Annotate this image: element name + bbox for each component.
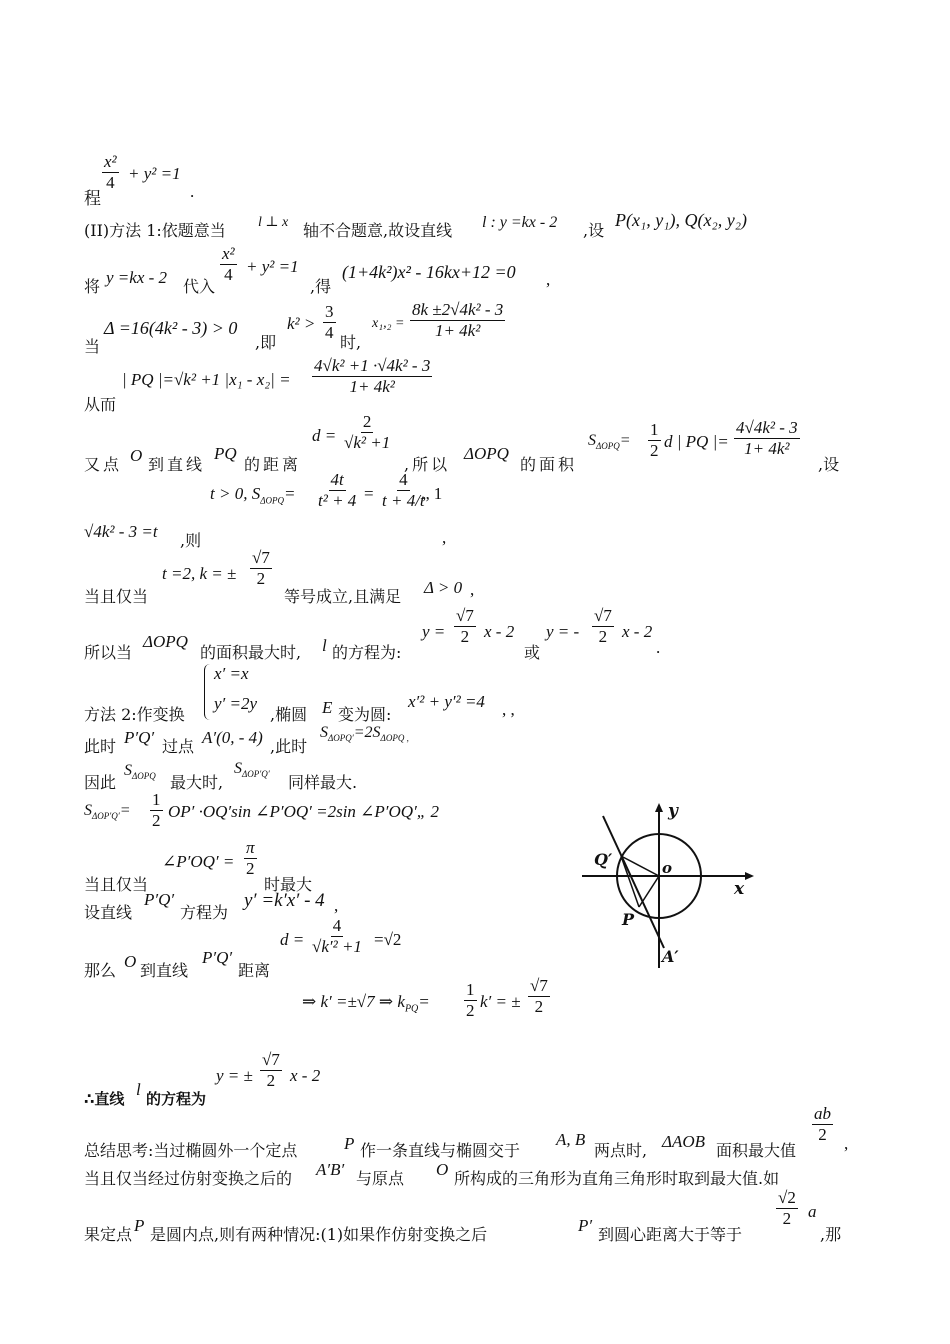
math-line-l: l : y =kx - 2: [482, 214, 558, 231]
period: .: [190, 182, 195, 201]
math-p: P: [344, 1134, 355, 1153]
math-y2-eq-1-b: + y² =1: [246, 257, 299, 276]
numerator: √2: [778, 1188, 796, 1207]
text-suoyi: ,所以: [404, 455, 451, 474]
text-huo: 或: [524, 643, 541, 662]
equals: =: [619, 432, 631, 449]
frac-pi-2: [244, 838, 257, 879]
denominator: 2: [534, 997, 544, 1016]
text-axis: 轴不合题意,故设直线: [303, 221, 453, 240]
frac-final: [260, 1050, 282, 1091]
math-s-opq: [588, 432, 631, 451]
frac-y2: [592, 606, 614, 647]
text-affine-1: 当且仅当经过仿射变换之后的: [84, 1169, 293, 1188]
denominator: √k² +1: [344, 433, 391, 452]
math-t-positive: [210, 484, 295, 505]
s-subscript: ΔOPQ: [596, 441, 620, 452]
frac-one-half-2: [150, 790, 163, 831]
text-daozhixian: 到直线: [148, 455, 206, 474]
comma-2: ,: [442, 528, 447, 547]
text-yuanneidian: 是圆内点,则有两种情况:(1)如果作仿射变换之后: [150, 1225, 488, 1244]
text-summary: 总结思考:当过椭圆外一个定点: [84, 1141, 298, 1160]
method1-intro: (II)方法 1:依题意当: [84, 221, 226, 240]
label-q-prime: Q′: [594, 850, 613, 869]
numerator: 1: [466, 980, 475, 999]
comma: ,: [546, 270, 551, 289]
text-shezhixian: 设直线: [84, 903, 133, 922]
math-pq-prime-2: P′Q′: [144, 890, 175, 909]
text-dangqiejindang: 当且仅当: [84, 587, 149, 606]
math-eq-sqrt2: =√2: [374, 930, 402, 949]
segment-o-p: [639, 876, 659, 907]
math-y1-rest: x - 2: [484, 622, 515, 641]
numerator: √7: [530, 976, 548, 995]
denominator: 4: [325, 323, 334, 342]
math-p-prime: P′: [578, 1216, 593, 1235]
x-axis-arrow: [745, 872, 754, 880]
text-liangdianshi: 两点时,: [594, 1141, 648, 1160]
text-fangchengwei: 的方程为:: [332, 643, 402, 662]
denominator: 4: [106, 173, 115, 192]
math-d-eq: d =: [312, 426, 337, 445]
frac-sqrt7-2-b: [528, 976, 550, 1017]
math-ab: A, B: [556, 1130, 586, 1149]
math-line-prime: y′ =k′x′ - 4: [244, 890, 325, 911]
numerator: x²: [222, 244, 235, 263]
label-o: o: [662, 859, 673, 877]
equals-2: =: [364, 484, 374, 503]
s-subscript: ΔOP′Q′: [242, 769, 270, 780]
text-she: ,设: [818, 455, 840, 474]
text-set: ,设: [583, 221, 605, 240]
text-therefore: ∴直线: [84, 1090, 125, 1108]
denominator: 1+ 4k²: [744, 439, 790, 458]
denominator: 2: [466, 1001, 475, 1020]
s-subscript: ΔOPQ′: [328, 733, 354, 744]
comma-5: ,: [844, 1134, 849, 1153]
text-na: ,那: [820, 1225, 842, 1244]
text-jiang: 将: [84, 277, 101, 296]
numerator: √7: [594, 606, 612, 625]
text-fangchengwei-2: 方程为: [180, 903, 229, 922]
math-sine-area: OP′ ·OQ′sin ∠P′OQ′ =2sin ∠P′OQ′„ 2: [168, 802, 439, 821]
math-triangle-opq-2: ΔOPQ: [143, 632, 188, 651]
text-cishi-2: ,此时: [270, 737, 308, 756]
math-o-2: O: [124, 952, 137, 971]
math-pq-prime-3: P′Q′: [202, 948, 233, 967]
label-p: P: [622, 910, 635, 929]
text-shizuida: 时最大: [264, 875, 313, 894]
math-area-relation: [320, 724, 409, 743]
math-triangle-opq: ΔOPQ: [464, 444, 509, 463]
text-cishi: 此时: [84, 737, 117, 756]
text-zuidashi: 最大时,: [170, 773, 224, 792]
denominator: 1+ 4k²: [349, 377, 395, 396]
denominator: 2: [782, 1209, 792, 1228]
text-tuoyuan: ,椭圆: [270, 705, 308, 724]
text-yinci: 因此: [84, 773, 117, 792]
math-l-2: l: [136, 1080, 141, 1099]
frac-distance: [342, 412, 392, 453]
math-pq-length-lhs: | PQ |=√k² +1 |x₁ - x₂| =: [122, 370, 291, 389]
numerator: 4√4k² - 3: [736, 418, 798, 437]
frac-one-half-3: [464, 980, 477, 1021]
math-l: l: [322, 636, 327, 655]
numerator: 8k ±2√4k² - 3: [412, 300, 504, 319]
text-zuoyitiao: 作一条直线与椭圆交于: [360, 1141, 521, 1160]
numerator: √7: [262, 1050, 280, 1069]
equals: =: [283, 484, 296, 503]
frac-ab-2: [812, 1104, 833, 1145]
text-suoyidang: 所以当: [84, 643, 133, 662]
text-mianjizuida: 的面积最大时,: [200, 643, 302, 662]
math-l-perp-x: l ⊥ x: [258, 215, 289, 230]
math-s-opq-3: [124, 762, 156, 781]
text-daoyuanxin: 到圆心距离大于等于: [598, 1225, 743, 1244]
text-ze: ,则: [180, 531, 202, 550]
text-juli: 距离: [238, 961, 271, 980]
frac-y1: [454, 606, 476, 647]
text-fangchengwei-3: 的方程为: [146, 1090, 207, 1108]
sys-eq-1: x′ =x: [214, 664, 249, 683]
denominator: t + 4/t: [382, 491, 425, 510]
denominator: 2: [246, 859, 255, 878]
math-pq: PQ: [214, 444, 237, 463]
s-subscript: ΔOPQ: [132, 771, 156, 782]
denominator: 4: [224, 265, 233, 284]
comma-4: ,: [334, 896, 339, 915]
text-method2: 方法 2:作变换: [84, 705, 185, 724]
math-sqrt-t: √4k² - 3 =t: [84, 522, 158, 541]
frac-sqrt2-2: [776, 1188, 798, 1229]
math-leq-1: „ 1: [422, 484, 443, 503]
equals: =: [119, 802, 131, 819]
frac-roots: [410, 300, 505, 341]
numerator: 4: [332, 916, 342, 935]
t-gt-0: t > 0, S: [210, 484, 261, 503]
numerator: √7: [252, 548, 270, 567]
math-e: E: [322, 698, 333, 717]
text-cheng: 程: [84, 189, 101, 209]
math-y-kx-2: y =kx - 2: [106, 268, 168, 287]
frac-3-over-4: [323, 302, 336, 343]
text-mianjizuidazhi: 面积最大值: [716, 1141, 797, 1160]
math-pq-prime: P′Q′: [124, 728, 155, 747]
s-subscript-2: ΔOPQ ,: [380, 733, 409, 744]
numerator: π: [246, 838, 255, 857]
denominator: 2: [152, 811, 161, 830]
text-daru: 代入: [183, 277, 216, 296]
numerator: 2: [362, 412, 372, 431]
label-y: y: [668, 801, 678, 821]
frac-x2-over-4: [102, 152, 119, 193]
math-d-eq-2: d =: [280, 930, 305, 949]
math-s-opq-prime: [234, 760, 270, 779]
s-symbol: S: [234, 760, 242, 777]
math-y2: y = -: [546, 622, 580, 641]
frac-one-half: [648, 420, 661, 461]
equals: =: [418, 992, 430, 1011]
numerator: 3: [325, 302, 334, 321]
math-o-3: O: [436, 1160, 449, 1179]
math-delta-positive: Δ =16(4k² - 3) > 0: [104, 318, 238, 338]
text-daozhixian-2: 到直线: [140, 961, 189, 980]
text-dang: 当: [84, 337, 101, 356]
equals-2s: =2S: [353, 724, 381, 741]
s-symbol: S: [84, 802, 92, 819]
text-dengho: 等号成立,且满足: [284, 587, 402, 606]
comma-3: ,: [470, 580, 475, 599]
text-conger: 从而: [84, 395, 117, 414]
s-symbol: S: [588, 432, 596, 449]
math-points-pq: P(x₁, y₁), Q(x₂, y₂): [615, 210, 747, 230]
label-x: x: [734, 879, 745, 899]
frac-pq-length: [312, 356, 432, 397]
math-ab-prime: A′B′: [316, 1160, 345, 1179]
frac-area: [734, 418, 800, 459]
text-tongyangzuida: 同样最大.: [288, 773, 358, 792]
text-dejuli: 的距离: [244, 455, 302, 474]
math-final-rest: x - 2: [290, 1066, 321, 1085]
implies-k: ⇒ k′ =±√7 ⇒ k: [302, 992, 405, 1011]
text-shi: 时,: [340, 333, 362, 352]
math-final: y = ±: [216, 1066, 253, 1085]
denominator: 2: [460, 627, 470, 646]
math-k-prime: k′ = ±: [480, 992, 521, 1011]
text-de: ,得: [310, 277, 332, 296]
math-circle: x′² + y′² =4: [408, 692, 485, 711]
numerator: 1: [152, 790, 161, 809]
denominator: t² + 4: [318, 491, 357, 510]
numerator: 4t: [330, 470, 344, 489]
circle-figure: [578, 800, 758, 972]
s-subscript: ΔOP′Q′: [92, 811, 120, 822]
math-k2-gt: k² >: [287, 314, 316, 333]
text-yuyuandian: 与原点: [356, 1169, 405, 1188]
denominator: 2: [256, 569, 266, 588]
text-dangqiejindang-2: 当且仅当: [84, 875, 149, 894]
math-y1: y =: [422, 622, 446, 641]
math-p-2: P: [134, 1216, 145, 1235]
commas: , ,: [502, 700, 515, 719]
denominator: 2: [818, 1125, 827, 1144]
math-y2-rest: x - 2: [622, 622, 653, 641]
numerator: ab: [814, 1104, 831, 1123]
numerator: 1: [650, 420, 659, 439]
math-x12: x₁,₂ =: [372, 316, 405, 331]
math-implies: [302, 992, 430, 1014]
math-o: O: [130, 446, 143, 465]
sys-eq-2: y′ =2y: [214, 694, 258, 713]
text-affine-2: 所构成的三角形为直角三角形时取到最大值.如: [454, 1169, 780, 1188]
math-quadratic: (1+4k²)x² - 16kx+12 =0: [342, 262, 516, 282]
denominator: 2: [650, 441, 659, 460]
k-subscript: PQ: [404, 1003, 419, 1015]
text-youdian: 又点: [84, 455, 123, 474]
s-subscript: ΔOPQ: [260, 495, 284, 506]
label-a-prime: A′: [662, 947, 679, 966]
numerator: √7: [456, 606, 474, 625]
denominator: 2: [598, 627, 608, 646]
text-name: 那么: [84, 961, 117, 980]
brace-system: [204, 664, 213, 720]
frac-4t: [316, 470, 358, 511]
numerator: x²: [104, 152, 117, 171]
math-s-prime-lhs: [84, 802, 131, 821]
text-guodian: 过点: [162, 737, 195, 756]
text-mianji: 的面积: [520, 455, 578, 474]
text-bianweiyuan: 变为圆:: [338, 705, 392, 724]
math-aob: ΔAOB: [662, 1132, 706, 1151]
math-angle: ∠P′OQ′ =: [162, 852, 235, 871]
text-guodingdian: 果定点: [84, 1225, 133, 1244]
denominator: 2: [266, 1071, 276, 1090]
frac-4-over-t: [380, 470, 427, 511]
s-symbol: S: [124, 762, 132, 779]
y-axis-arrow: [655, 803, 663, 812]
math-a-prime: A′(0, - 4): [202, 728, 263, 747]
math-t-2-k: t =2, k = ±: [162, 564, 237, 583]
math-y2-eq-1: + y² =1: [128, 164, 181, 183]
frac-x2-over-4-b: [220, 244, 237, 285]
numerator: 4√k² +1 ·√4k² - 3: [314, 356, 431, 375]
text-ji: ,即: [255, 333, 277, 352]
period-2: .: [656, 638, 661, 657]
math-d-pq: d | PQ |=: [664, 432, 729, 451]
denominator: √k′² +1: [312, 937, 362, 956]
frac-distance-2: [310, 916, 364, 957]
math-delta-gt-0: Δ > 0: [424, 578, 463, 597]
math-a: a: [808, 1202, 817, 1221]
numerator: 4: [399, 470, 408, 489]
denominator: 1+ 4k²: [434, 321, 481, 340]
frac-sqrt7-2: [250, 548, 272, 589]
s-symbol: S: [320, 724, 328, 741]
